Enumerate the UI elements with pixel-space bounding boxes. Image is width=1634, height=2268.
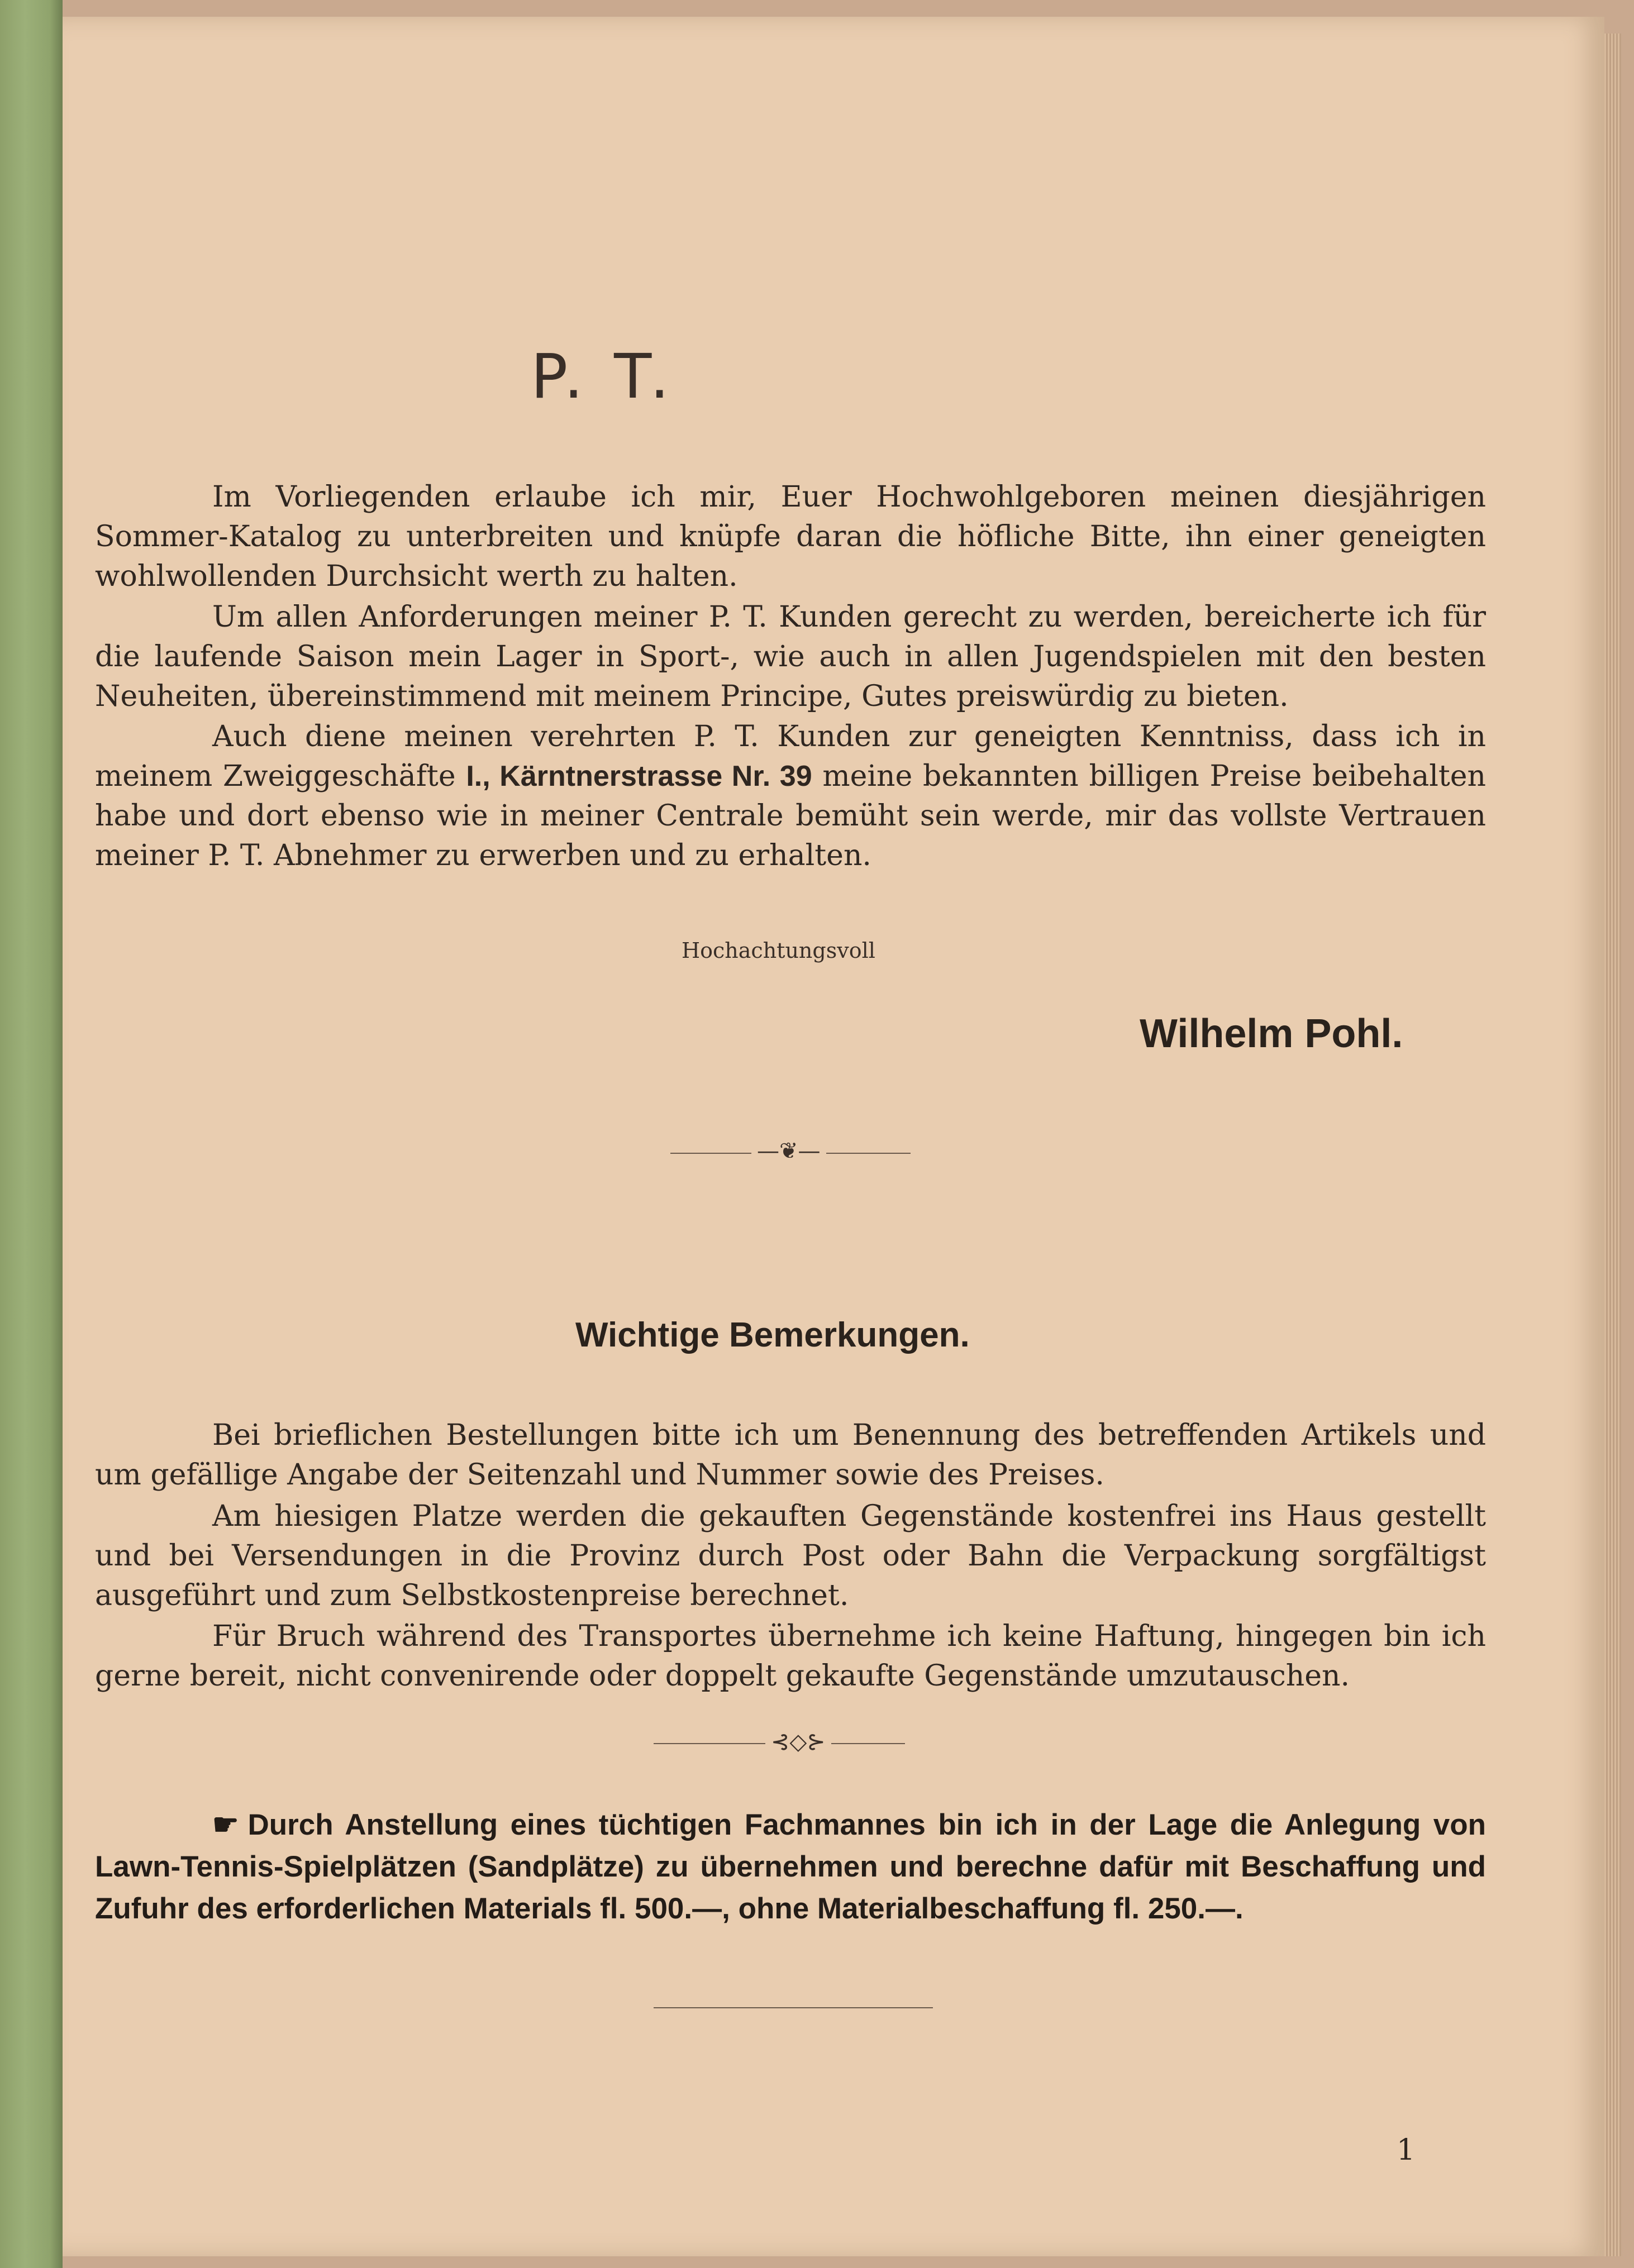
remarks-paragraph-2-text: Am hiesigen Platze werden die gekauften Gegenstände kostenfrei ins Haus gestellt und bei Versendungen in die Provinz durch Post oder Bahn die Verpackung sorgfältigst ausgeführt und zum Selbstkostenpreise berechnet. bbox=[95, 1500, 1486, 1612]
remarks-paragraph-3-text: Für Bruch während des Transportes übernehme ich keine Haftung, hingegen bin ich gerne bereit, nicht convenirende oder doppelt gekaufte Gegenstände umzutauschen. bbox=[95, 1620, 1486, 1693]
remarks-paragraph-2 bbox=[95, 1497, 1486, 1616]
book-spine bbox=[0, 0, 63, 2268]
closing-rule bbox=[654, 2007, 933, 2008]
letter-paragraph-3-before: Auch diene meinen verehrten P. T. Kunden zur geneigten Kenntniss, dass ich in meinem Zweiggeschäfte bbox=[95, 720, 1486, 793]
letter-paragraph-2 bbox=[95, 598, 1486, 717]
branch-address: I., Kärntnerstrasse Nr. 39 bbox=[466, 760, 812, 792]
page-number: 1 bbox=[1397, 2133, 1416, 2167]
salutation: P. T. bbox=[531, 341, 675, 412]
letter-paragraph-2-text: Um allen Anforderungen meiner P. T. Kunden gerecht zu werden, bereicherte ich für die laufende Saison mein Lager in Sport-, wie auch in allen Jugendspielen mit den besten Neuheiten, übereinstimmend mit meinem Principe, Gutes preiswürdig zu bieten. bbox=[95, 600, 1486, 713]
letter-paragraph-1 bbox=[95, 478, 1486, 596]
pointing-hand-icon: ☛ bbox=[212, 1808, 239, 1841]
tennis-court-notice-text: Durch Anstellung eines tüchtigen Fachmannes bin ich in der Lage die Anlegung von Lawn-Tennis-Spielplätzen (Sandplätze) zu übernehmen und berechne dafür mit Beschaffung und Zufuhr des erforderlichen Materials fl. 500.—, ohne Materialbeschaffung fl. 250.—. bbox=[95, 1808, 1486, 1925]
letter-paragraph-3 bbox=[95, 717, 1486, 876]
section-heading: Wichtige Bemerkungen. bbox=[575, 1316, 970, 1354]
closing-phrase: Hochachtungsvoll bbox=[682, 938, 875, 963]
signature: Wilhelm Pohl. bbox=[1140, 1011, 1403, 1056]
ornament-2: ⊰◇⊱ bbox=[765, 1729, 831, 1755]
remarks-paragraph-3 bbox=[95, 1617, 1486, 1696]
tennis-court-notice bbox=[95, 1804, 1486, 1930]
letter-paragraph-3-after: meine bekannten billigen Preise beibehalten habe und dort ebenso wie in meiner Centrale bemüht sein werde, mir das vollste Vertrauen meiner P. T. Abnehmer zu erwerben und zu erhalten. bbox=[95, 760, 1486, 872]
remarks-paragraph-1 bbox=[95, 1416, 1486, 1495]
page-edge bbox=[1604, 34, 1621, 2256]
ornament-1: —❦— bbox=[751, 1138, 826, 1164]
letter-paragraph-1-text: Im Vorliegenden erlaube ich mir, Euer Hochwohlgeboren meinen diesjährigen Sommer-Katalog zu unterbreiten und knüpfe daran die höfliche Bitte, ihn einer geneigten wohlwollenden Durchsicht werth zu halten. bbox=[95, 480, 1486, 593]
remarks-paragraph-1-text: Bei brieflichen Bestellungen bitte ich um Benennung des betreffenden Artikels und um gefällige Angabe der Seitenzahl und Nummer sowie des Preises. bbox=[95, 1419, 1486, 1492]
